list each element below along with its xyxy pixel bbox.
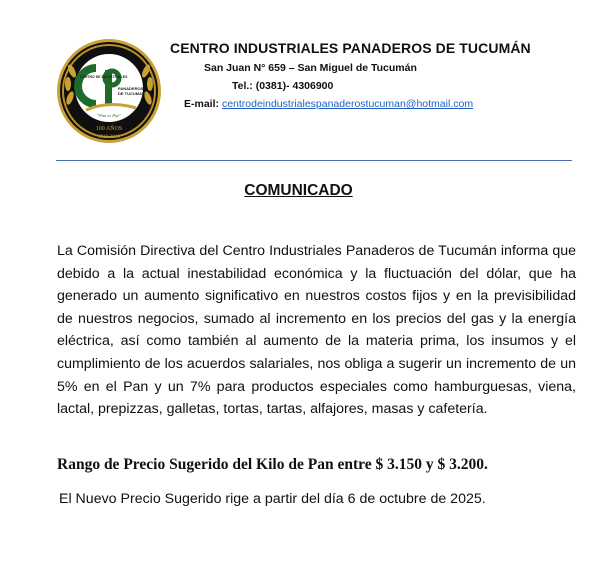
header-divider <box>56 160 572 161</box>
logo-top-text: CENTRO DE INDUSTRIALES <box>80 75 128 79</box>
effective-date-note: El Nuevo Precio Sugerido rige a partir del día 6 de octubre de 2025. <box>59 491 486 507</box>
communique-body: La Comisión Directiva del Centro Industriales Panaderos de Tucumán informa que debido a la actual inestabilidad económica y la fluctuación del dólar, que ha generado un aumento significativo en nuestros costos fijos y en la previsibilidad de nuestros negocios, sumado al incremento en los precios del gas y la energía eléctrica, así como también al aumento de la materia prima, los insumos y el cumplimiento de los acuerdos salariales, nos obliga a sugerir un incremento de un 5% en el Pan y un 7% para productos especiales como hamburguesas, viena, lactal, prepizzas, galletas, tortas, tartas, alfajores, masas y cafetería. <box>57 243 576 418</box>
logo-right-text-2: DE TUCUMAN <box>118 91 145 96</box>
email-link[interactable]: centrodeindustrialespanaderostucuman@hotmail.com <box>221 98 474 110</box>
logo-years: 1910-2010 <box>98 135 120 140</box>
logo-right-text-1: PANADEROS <box>118 86 144 91</box>
email-label: E-mail: <box>184 98 222 110</box>
suggested-price-range: Rango de Precio Sugerido del Kilo de Pan entre $ 3.150 y $ 3.200. <box>57 456 488 473</box>
document-heading: COMUNICADO <box>244 182 353 199</box>
organization-phone: Tel.: (0381)- 4306900 <box>232 80 334 92</box>
association-logo <box>56 38 162 144</box>
logo-motto: "Pan es Paz" <box>97 113 121 118</box>
organization-email-line <box>184 98 473 110</box>
organization-address: San Juan N° 659 – San Miguel de Tucumán <box>204 62 417 74</box>
organization-title: CENTRO INDUSTRIALES PANADEROS DE TUCUMÁN <box>170 40 531 56</box>
logo-anniversary: 100 AÑOS <box>95 126 123 132</box>
